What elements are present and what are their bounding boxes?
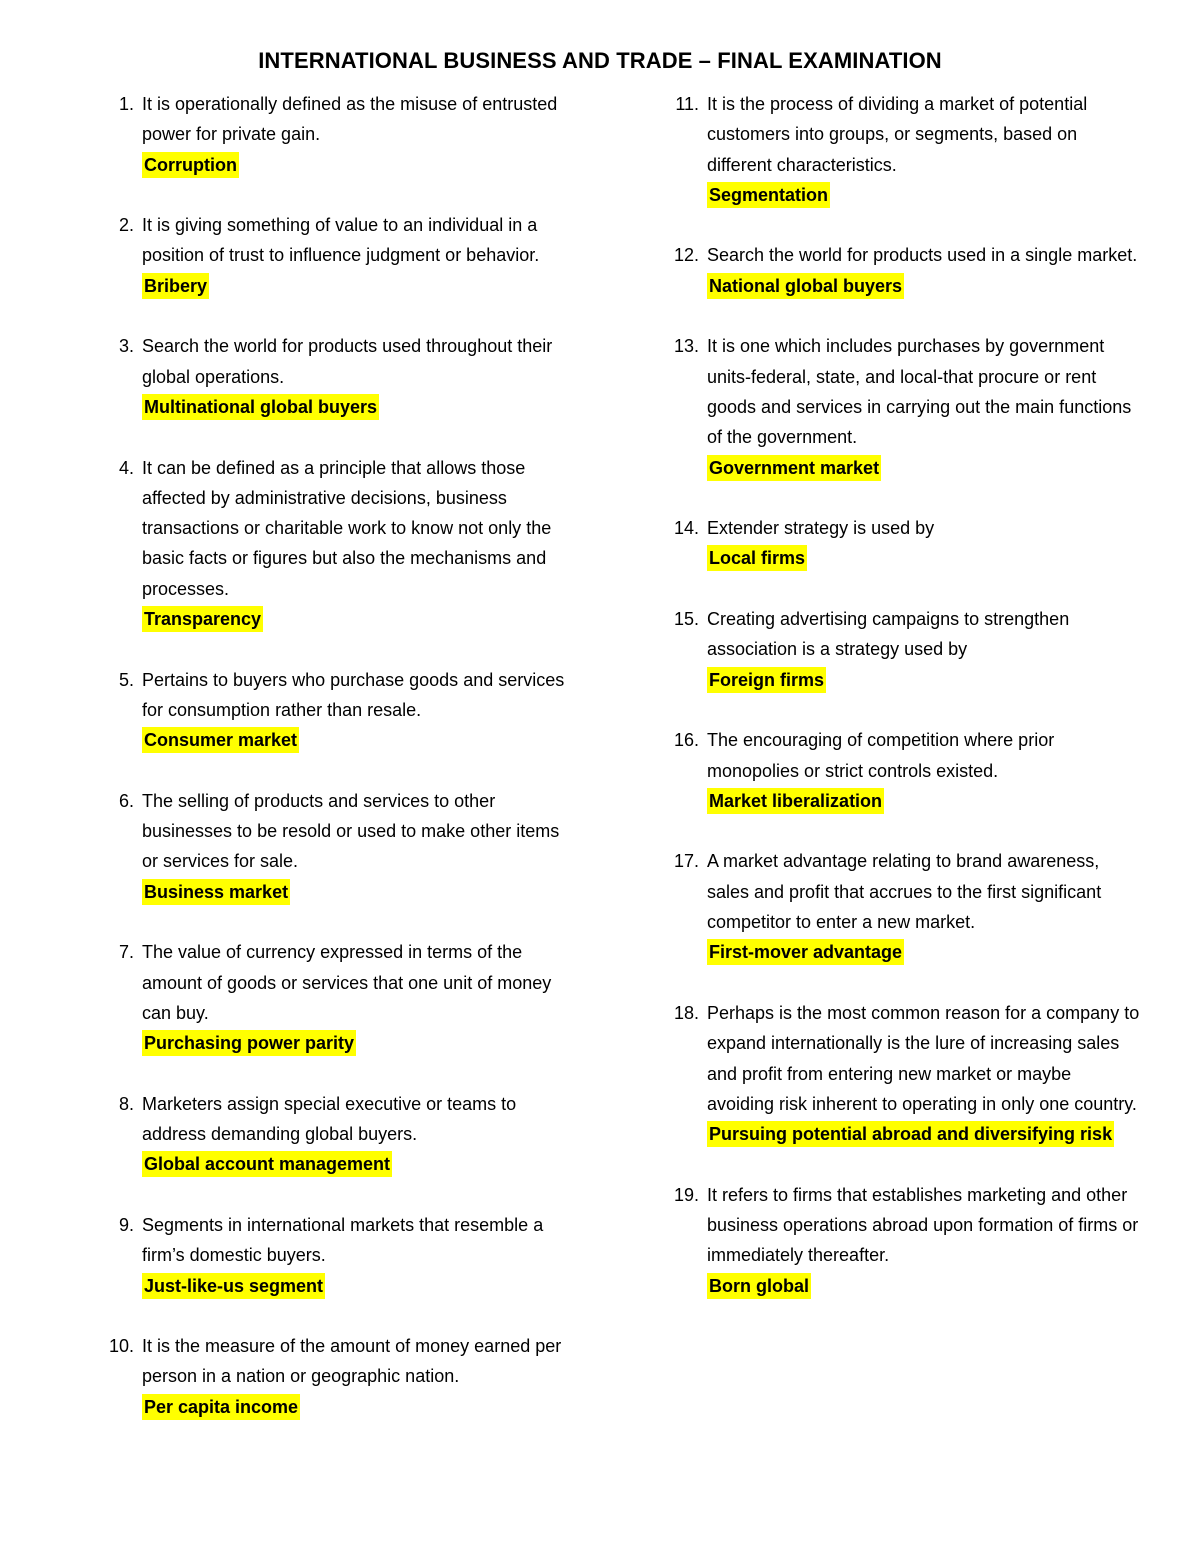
answer-highlight: Born global bbox=[707, 1273, 811, 1299]
question-number: 5. bbox=[118, 669, 134, 690]
question-item bbox=[665, 725, 1140, 816]
question-text: It is one which includes purchases by government units-federal, state, and local-that procure or rent goods and services in carrying out the main functions of the government. bbox=[707, 336, 1132, 448]
question-number: 19. bbox=[673, 1184, 699, 1205]
answer-highlight: Local firms bbox=[707, 545, 807, 571]
answer-highlight: Government market bbox=[707, 455, 881, 481]
question-text: Search the world for products used in a single market. bbox=[707, 245, 1138, 266]
question-text: Perhaps is the most common reason for a company to expand internationally is the lure of increasing sales and profit from entering new market or maybe avoiding risk inherent to operating in only one country. bbox=[707, 1002, 1140, 1114]
question-item bbox=[100, 1089, 570, 1180]
question-number: 12. bbox=[673, 245, 699, 266]
question-item bbox=[100, 786, 570, 907]
question-text: It can be defined as a principle that allows those affected by administrative decisions, business transactions or charitable work to know not only the basic facts or figures but also the mechanisms and processes. bbox=[142, 457, 552, 599]
question-item bbox=[665, 1180, 1140, 1301]
question-number: 18. bbox=[673, 1002, 699, 1023]
question-item bbox=[665, 604, 1140, 695]
question-text: Search the world for products used throughout their global operations. bbox=[142, 336, 553, 387]
question-number: 17. bbox=[673, 851, 699, 872]
question-text: It is operationally defined as the misuse of entrusted power for private gain. bbox=[142, 94, 558, 145]
page-title: INTERNATIONAL BUSINESS AND TRADE – FINAL EXAMINATION bbox=[258, 48, 942, 73]
question-item bbox=[665, 331, 1140, 482]
question-text: The value of currency expressed in terms of the amount of goods or services that one unit of money can buy. bbox=[142, 942, 552, 1023]
question-number: 1. bbox=[118, 94, 134, 114]
question-number: 2. bbox=[118, 215, 134, 236]
question-number: 13. bbox=[673, 336, 699, 357]
question-text: A market advantage relating to brand awareness, sales and profit that accrues to the first significant competitor to enter a new market. bbox=[707, 851, 1102, 933]
question-number: 7. bbox=[118, 942, 134, 963]
question-item bbox=[665, 513, 1140, 574]
answer-highlight: Pursuing potential abroad and diversifying risk bbox=[707, 1121, 1114, 1147]
answer-highlight: Corruption bbox=[142, 152, 239, 178]
answer-highlight: Consumer market bbox=[142, 727, 299, 753]
question-text: It refers to firms that establishes marketing and other business operations abroad upon formation of firms or immediately thereafter. bbox=[707, 1184, 1139, 1266]
question-text: Marketers assign special executive or teams to address demanding global buyers. bbox=[142, 1093, 517, 1145]
question-item bbox=[665, 998, 1140, 1149]
answer-highlight: Segmentation bbox=[707, 182, 830, 208]
question-text: Creating advertising campaigns to strengthen association is a strategy used by bbox=[707, 609, 1070, 660]
answer-highlight: Transparency bbox=[142, 606, 263, 632]
question-item bbox=[100, 1331, 570, 1422]
question-number: 4. bbox=[118, 457, 134, 478]
answer-highlight: Multinational global buyers bbox=[142, 394, 379, 420]
question-item bbox=[100, 210, 570, 301]
question-text: It is giving something of value to an individual in a position of trust to influence judgment or behavior. bbox=[142, 215, 540, 266]
question-text: Segments in international markets that resemble a firm’s domestic buyers. bbox=[142, 1214, 544, 1266]
question-number: 3. bbox=[118, 336, 134, 357]
question-item bbox=[100, 937, 570, 1058]
question-item bbox=[100, 89, 570, 180]
question-text: The selling of products and services to other businesses to be resold or used to make other items or services for sale. bbox=[142, 790, 560, 872]
question-item bbox=[100, 331, 570, 422]
question-item bbox=[100, 453, 570, 635]
question-text: It is the measure of the amount of money earned per person in a nation or geographic nation. bbox=[142, 1336, 562, 1387]
question-item bbox=[100, 665, 570, 756]
question-text: Pertains to buyers who purchase goods and services for consumption rather than resale. bbox=[142, 669, 565, 720]
answer-highlight: Foreign firms bbox=[707, 667, 826, 693]
question-number: 9. bbox=[118, 1214, 134, 1235]
answer-highlight: First-mover advantage bbox=[707, 939, 904, 965]
answer-highlight: Global account management bbox=[142, 1151, 392, 1177]
question-number: 8. bbox=[118, 1093, 134, 1114]
question-item bbox=[100, 1210, 570, 1301]
answer-highlight: National global buyers bbox=[707, 273, 904, 299]
question-item bbox=[665, 89, 1140, 210]
question-number: 16. bbox=[673, 730, 699, 751]
question-number: 15. bbox=[673, 609, 699, 630]
answer-highlight: Just-like-us segment bbox=[142, 1273, 325, 1299]
question-text: Extender strategy is used by bbox=[707, 518, 935, 539]
question-list-left bbox=[100, 89, 570, 1452]
question-number: 11. bbox=[675, 94, 699, 114]
question-list-right bbox=[665, 89, 1140, 1331]
answer-highlight: Purchasing power parity bbox=[142, 1030, 356, 1056]
question-item bbox=[665, 846, 1140, 967]
question-item bbox=[665, 240, 1140, 301]
answer-highlight: Business market bbox=[142, 879, 290, 905]
answer-highlight: Per capita income bbox=[142, 1394, 300, 1420]
answer-highlight: Bribery bbox=[142, 273, 209, 299]
question-number: 6. bbox=[118, 790, 134, 811]
question-text: It is the process of dividing a market of potential customers into groups, or segments, based on different characteristics. bbox=[707, 94, 1088, 175]
question-text: The encouraging of competition where prior monopolies or strict controls existed. bbox=[707, 730, 1055, 781]
answer-highlight: Market liberalization bbox=[707, 788, 884, 814]
question-number: 14. bbox=[673, 518, 699, 539]
question-number: 10. bbox=[108, 1336, 134, 1357]
